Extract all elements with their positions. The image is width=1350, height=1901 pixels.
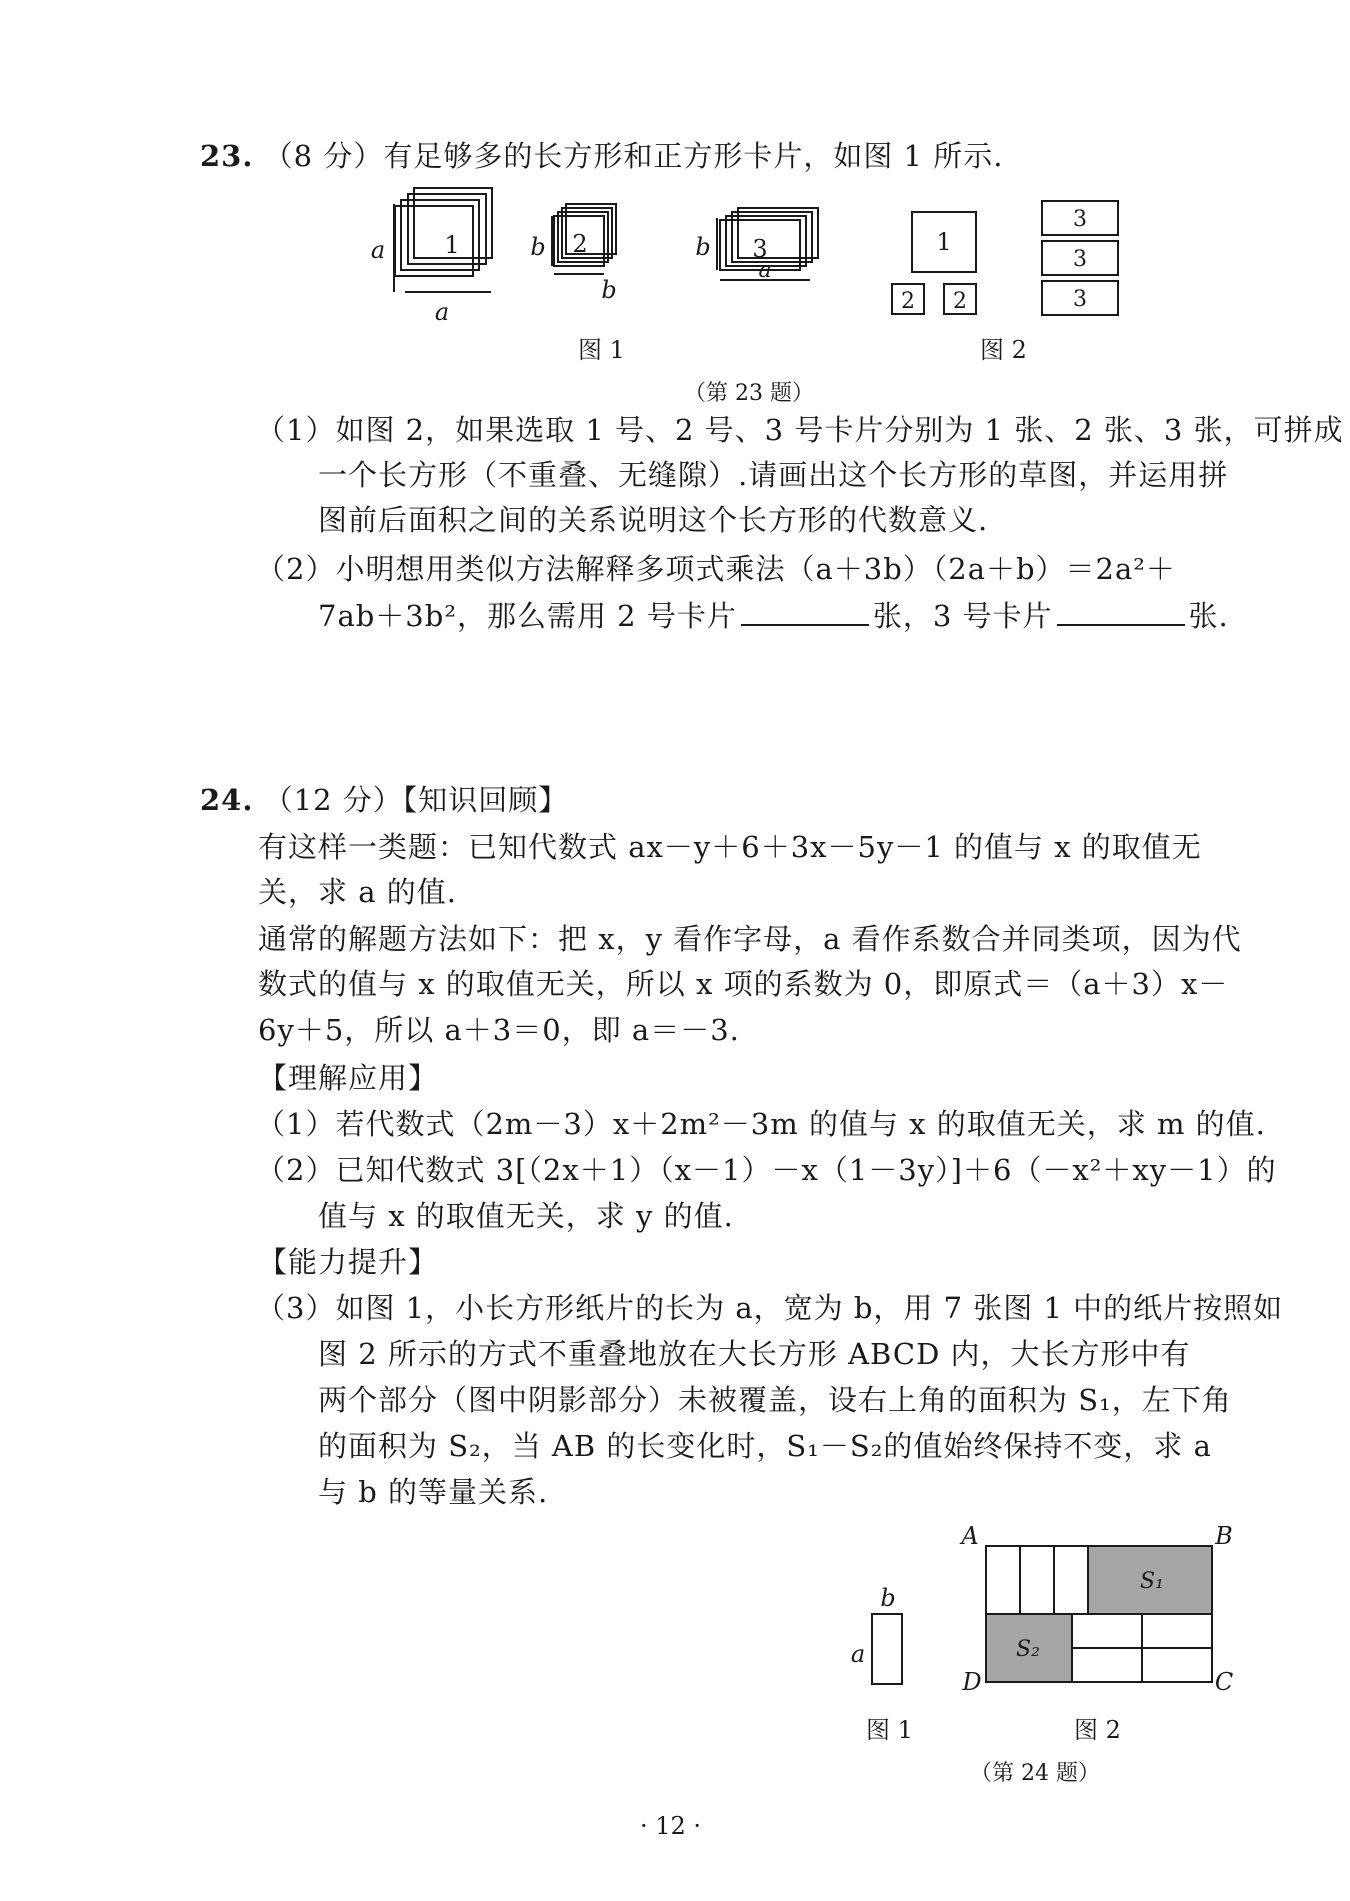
q23-fig2-box2a-label: 2 xyxy=(901,289,915,314)
q24-u2-line1: （2）已知代数式 3[（2x＋1）（x－1）－x（1－3y）]＋6（－x²＋xy－1）的 xyxy=(256,1153,1277,1187)
q23-card2-label: 2 xyxy=(572,230,588,258)
q23-p1-line3: 图前后面积之间的关系说明这个长方形的代数意义. xyxy=(318,503,989,537)
q23-header-text: （8 分）有足够多的长方形和正方形卡片，如图 1 所示. xyxy=(263,139,1004,173)
q23-number: 23. xyxy=(200,139,254,173)
q24-vertex-D: D xyxy=(962,1668,982,1696)
q23-p1-line1: （1）如图 2，如果选取 1 号、2 号、3 号卡片分别为 1 张、2 张、3 张，可拼成 xyxy=(256,413,1344,447)
q23-card3-label: 3 xyxy=(752,235,768,263)
q24-label-s1: S₁ xyxy=(1140,1569,1164,1594)
q24-section-ability: 【能力提升】 xyxy=(258,1245,439,1279)
q23-fig2-box3c-label: 3 xyxy=(1073,287,1087,312)
q23-card1-label: 1 xyxy=(444,231,460,259)
q24-line5: 6y＋5，所以 a＋3＝0，即 a＝－3. xyxy=(258,1013,740,1047)
q23-fig2-box2b-label: 2 xyxy=(953,289,967,314)
q23-figure-caption: （第 23 题） xyxy=(684,381,814,406)
q24-label-s2: S₂ xyxy=(1016,1637,1040,1662)
q23-card2-side-left: b xyxy=(530,233,546,261)
q24-vertex-A: A xyxy=(961,1522,979,1550)
q24-c5: 与 b 的等量关系. xyxy=(318,1475,549,1509)
q24-number: 24. xyxy=(200,783,254,817)
q24-u1: （1）若代数式（2m－3）x＋2m²－3m 的值与 x 的取值无关，求 m 的值. xyxy=(256,1107,1266,1141)
q24-c2: 图 2 所示的方式不重叠地放在大长方形 ABCD 内，大长方形中有 xyxy=(318,1337,1191,1371)
q23-fig2-caption: 图 2 xyxy=(980,336,1027,364)
q23-p1-line2: 一个长方形（不重叠、无缝隙）.请画出这个长方形的草图，并运用拼 xyxy=(318,458,1229,492)
page-number: · 12 · xyxy=(640,1812,702,1840)
q23-header xyxy=(200,136,1003,176)
q24-fig1-label-a: a xyxy=(850,1640,866,1668)
q23-p2-text-c: 张. xyxy=(1188,599,1229,633)
q23-card3-side-bottom: a xyxy=(758,258,772,283)
q24-vertex-B: B xyxy=(1215,1522,1233,1550)
q23-figure-2 xyxy=(890,195,1130,335)
q24-header-text: （12 分）【知识回顾】 xyxy=(263,783,569,817)
q23-p2-line1: （2）小明想用类似方法解释多项式乘法（a＋3b）（2a＋b）＝2a²＋ xyxy=(256,552,1176,586)
q24-line1: 有这样一类题：已知代数式 ax－y＋6＋3x－5y－1 的值与 x 的取值无 xyxy=(258,830,1202,864)
q24-u2-line2: 值与 x 的取值无关，求 y 的值. xyxy=(318,1199,734,1233)
q23-p2-text-a: 7ab＋3b²，那么需用 2 号卡片 xyxy=(318,599,737,633)
q24-small-rect xyxy=(872,1614,902,1684)
q24-line2: 关，求 a 的值. xyxy=(258,875,457,909)
q24-c4: 的面积为 S₂，当 AB 的长变化时，S₁－S₂的值始终保持不变，求 a xyxy=(318,1429,1212,1463)
q23-figure-1 xyxy=(370,180,850,330)
q23-card2-side-bottom: b xyxy=(601,276,617,304)
q24-header xyxy=(200,780,568,820)
q24-fig1-caption: 图 1 xyxy=(866,1716,913,1744)
q24-fig2-caption: 图 2 xyxy=(1074,1716,1121,1744)
answer-blank-card2[interactable] xyxy=(741,594,869,626)
q24-section-understand: 【理解应用】 xyxy=(258,1061,439,1095)
q24-vertex-C: C xyxy=(1214,1668,1234,1696)
q23-p2-text-b: 张，3 号卡片 xyxy=(872,599,1053,633)
q24-c3: 两个部分（图中阴影部分）未被覆盖，设右上角的面积为 S₁，左下角 xyxy=(318,1383,1232,1417)
q23-card1-side-left: a xyxy=(370,236,386,264)
q24-c1: （3）如图 1，小长方形纸片的长为 a，宽为 b，用 7 张图 1 中的纸片按照如 xyxy=(256,1291,1284,1325)
q24-line4: 数式的值与 x 的取值无关，所以 x 项的系数为 0，即原式＝（a＋3）x－ xyxy=(258,967,1229,1001)
q23-fig2-box3a-label: 3 xyxy=(1073,207,1087,232)
q23-p2-line2 xyxy=(318,594,1229,636)
q23-card1-side-bottom: a xyxy=(434,298,450,326)
q24-figure-2 xyxy=(960,1522,1234,1708)
q23-card3-side-left: b xyxy=(695,233,711,261)
q24-figure-1 xyxy=(850,1584,930,1700)
q24-fig1-label-b: b xyxy=(880,1584,896,1612)
q24-figure-caption: （第 24 题） xyxy=(970,1761,1100,1786)
answer-blank-card3[interactable] xyxy=(1057,594,1185,626)
q23-fig2-box3b-label: 3 xyxy=(1073,247,1087,272)
q23-fig2-box1-label: 1 xyxy=(936,228,952,256)
q23-fig1-caption: 图 1 xyxy=(578,336,625,364)
q24-line3: 通常的解题方法如下：把 x，y 看作字母，a 看作系数合并同类项，因为代 xyxy=(258,922,1242,956)
